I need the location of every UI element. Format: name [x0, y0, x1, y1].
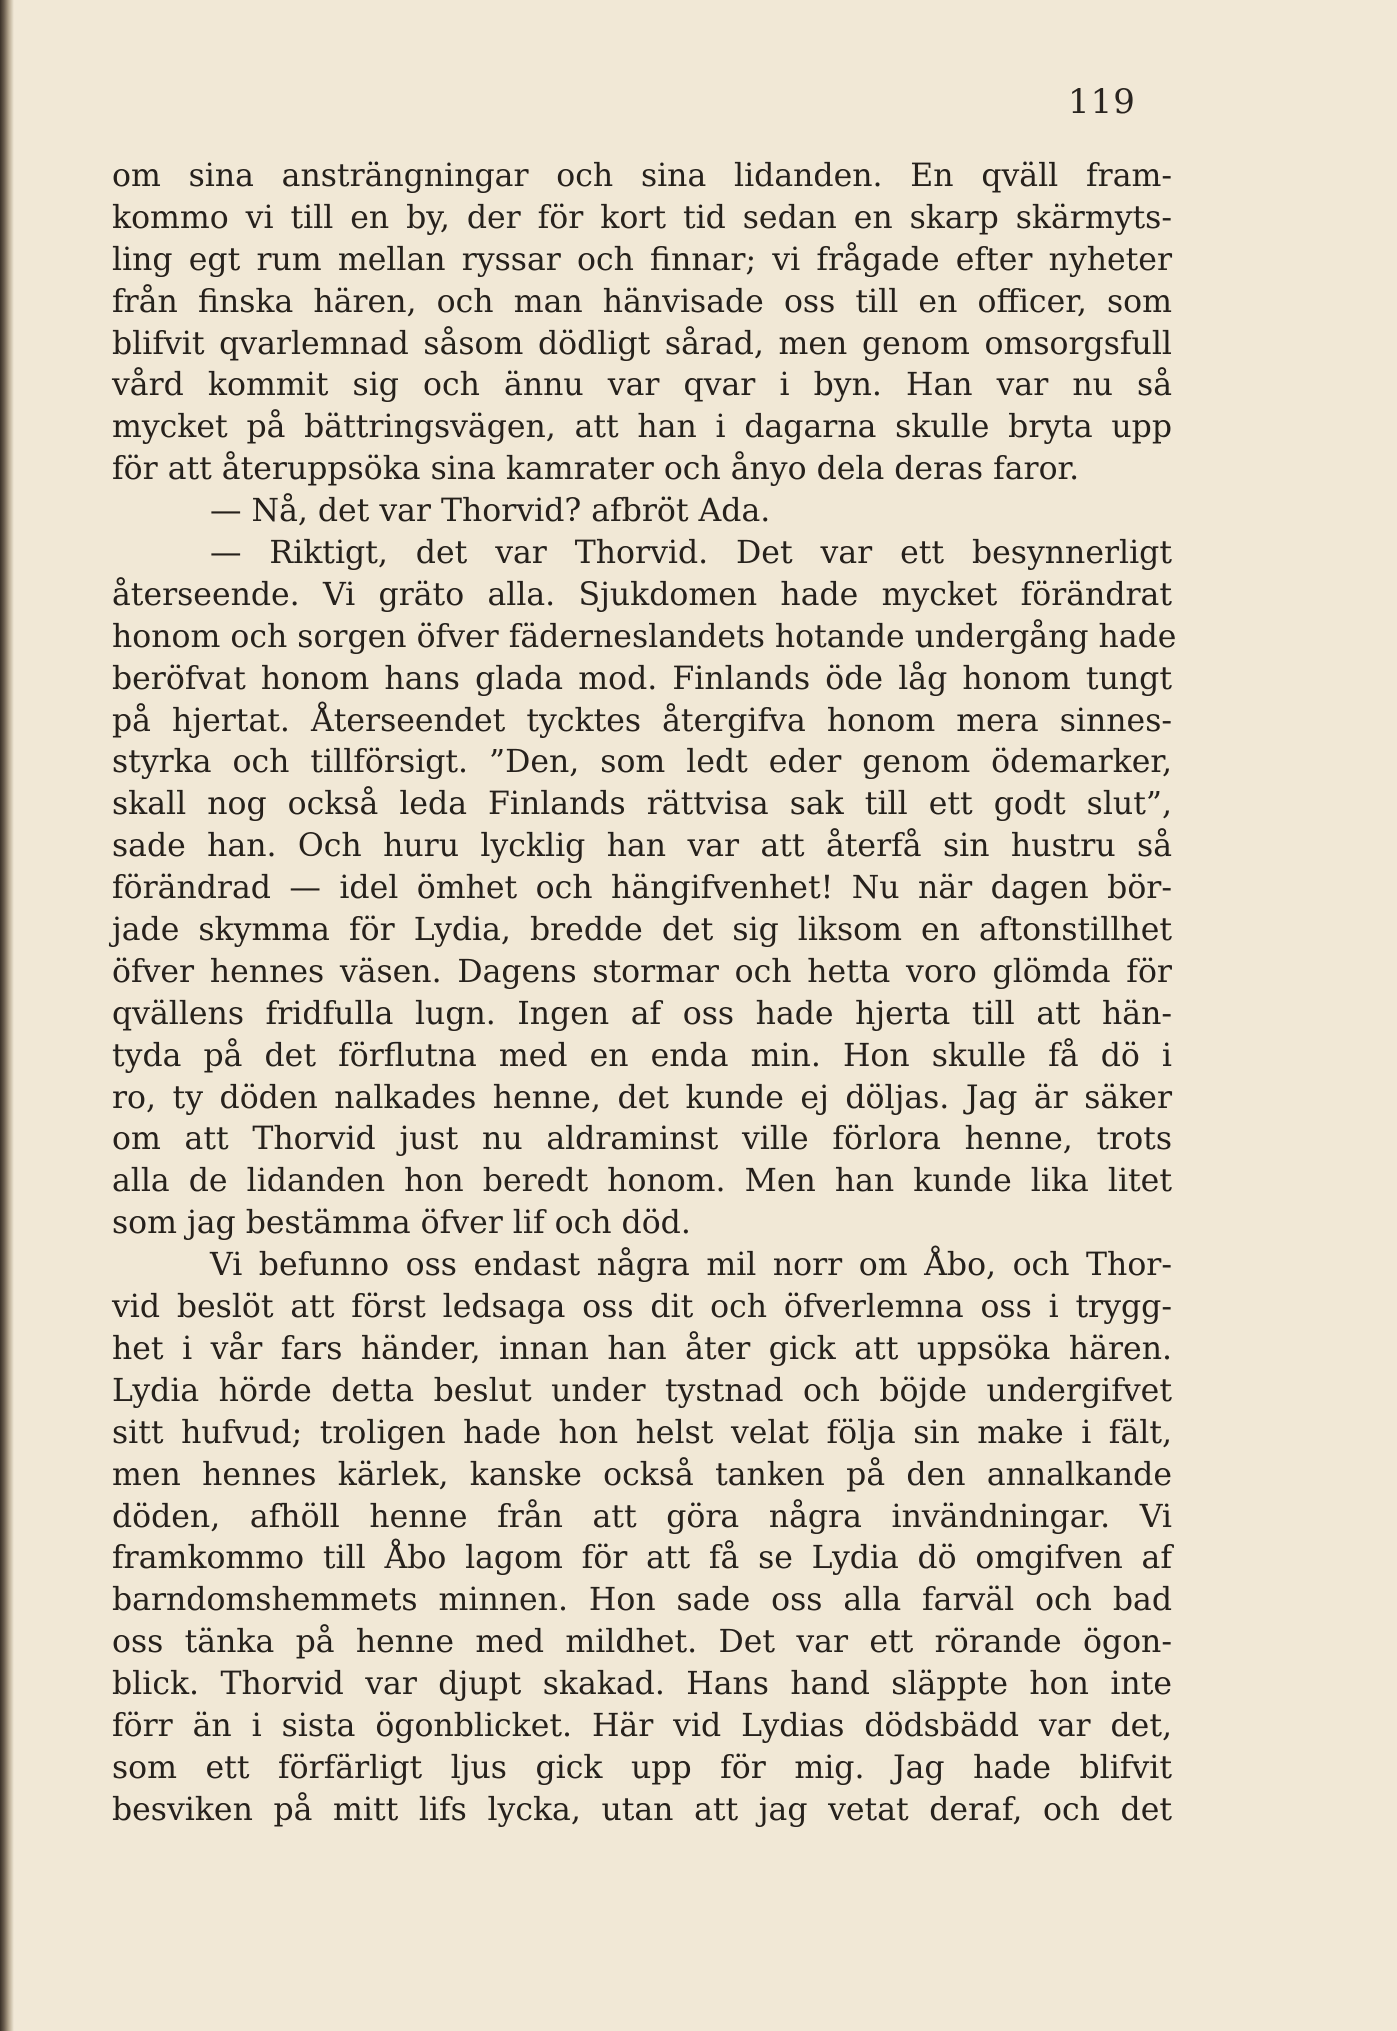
text-line: jade skymma för Lydia, bredde det sig liksom en aftonstillhet: [112, 912, 1172, 949]
text-line: för att återuppsöka sina kamrater och ånyo dela deras faror.: [112, 451, 1080, 488]
body-text: [112, 156, 1177, 1832]
text-line: Lydia hörde detta beslut under tystnad och böjde undergifvet: [112, 1372, 1172, 1409]
text-line: om sina ansträngningar och sina lidanden. En qväll fram-: [112, 158, 1172, 194]
text-line: kommo vi till en by, der för kort tid sedan en skarp skärmyts-: [112, 199, 1172, 236]
text-line: från finska hären, och man hänvisade oss till en officer, som: [112, 283, 1172, 320]
text-line: besviken på mitt lifs lycka, utan att jag vetat deraf, och det: [112, 1791, 1172, 1828]
binding-gutter: [0, 0, 14, 2031]
text-line: förändrad — idel ömhet och hängifvenhet! Nu när dagen bör-: [112, 870, 1172, 907]
text-line: alla de lidanden hon beredt honom. Men han kunde lika litet: [112, 1163, 1172, 1200]
text-line: qvällens fridfulla lugn. Ingen af oss hade hjerta till att hän-: [112, 995, 1172, 1032]
page-number: 119: [1068, 82, 1136, 122]
text-line: framkommo till Åbo lagom för att få se Lydia dö omgifven af: [112, 1540, 1172, 1577]
text-line: honom och sorgen öfver fäderneslandets hotande undergång hade: [112, 618, 1177, 655]
text-line: om att Thorvid just nu aldraminst ville förlora henne, trots: [112, 1121, 1172, 1158]
text-line: tyda på det förflutna med en enda min. Hon skulle få dö i: [112, 1037, 1172, 1074]
text-line: — Nå, det var Thorvid? afbröt Ada.: [210, 493, 771, 530]
text-line: som jag bestämma öfver lif och död.: [112, 1205, 691, 1242]
text-line: återseende. Vi gräto alla. Sjukdomen hade mycket förändrat: [112, 576, 1172, 613]
text-line: vård kommit sig och ännu var qvar i byn. Han var nu så: [112, 367, 1172, 404]
text-line: blifvit qvarlemnad såsom dödligt sårad, men genom omsorgsfull: [112, 325, 1172, 362]
text-line: vid beslöt att först ledsaga oss dit och öfverlemna oss i trygg-: [112, 1289, 1172, 1326]
text-line: döden, afhöll henne från att göra några invändningar. Vi: [112, 1498, 1172, 1535]
text-line: sitt hufvud; troligen hade hon helst velat följa sin make i fält,: [112, 1414, 1172, 1451]
text-line: het i vår fars händer, innan han åter gick att uppsöka hären.: [112, 1330, 1172, 1367]
text-line: öfver hennes väsen. Dagens stormar och hetta voro glömda för: [112, 953, 1172, 990]
text-line: barndomshemmets minnen. Hon sade oss alla farväl och bad: [112, 1582, 1172, 1619]
text-line: som ett förfärligt ljus gick upp för mig. Jag hade blifvit: [112, 1749, 1172, 1786]
text-line: på hjertat. Återseendet tycktes återgifva honom mera sinnes-: [112, 702, 1172, 739]
text-line: skall nog också leda Finlands rättvisa sak till ett godt slut”,: [112, 786, 1172, 823]
text-line: förr än i sista ögonblicket. Här vid Lydias dödsbädd var det,: [112, 1707, 1172, 1744]
text-line: blick. Thorvid var djupt skakad. Hans hand släppte hon inte: [112, 1666, 1172, 1703]
text-line: mycket på bättringsvägen, att han i dagarna skulle bryta upp: [112, 409, 1172, 446]
text-line: oss tänka på henne med mildhet. Det var ett rörande ögon-: [112, 1624, 1172, 1661]
text-line: ling egt rum mellan ryssar och finnar; vi frågade efter nyheter: [112, 241, 1172, 278]
text-line: men hennes kärlek, kanske också tanken på den annalkande: [112, 1456, 1172, 1493]
text-line: sade han. Och huru lycklig han var att återfå sin hustru så: [112, 828, 1172, 865]
text-line: beröfvat honom hans glada mod. Finlands öde låg honom tungt: [112, 660, 1172, 697]
text-line: styrka och tillförsigt. ”Den, som ledt eder genom ödemarker,: [112, 744, 1172, 781]
text-line: — Riktigt, det var Thorvid. Det var ett besynnerligt: [210, 535, 1172, 572]
text-line: ro, ty döden nalkades henne, det kunde ej döljas. Jag är säker: [112, 1079, 1172, 1116]
text-line: Vi befunno oss endast några mil norr om Åbo, och Thor-: [210, 1247, 1172, 1284]
